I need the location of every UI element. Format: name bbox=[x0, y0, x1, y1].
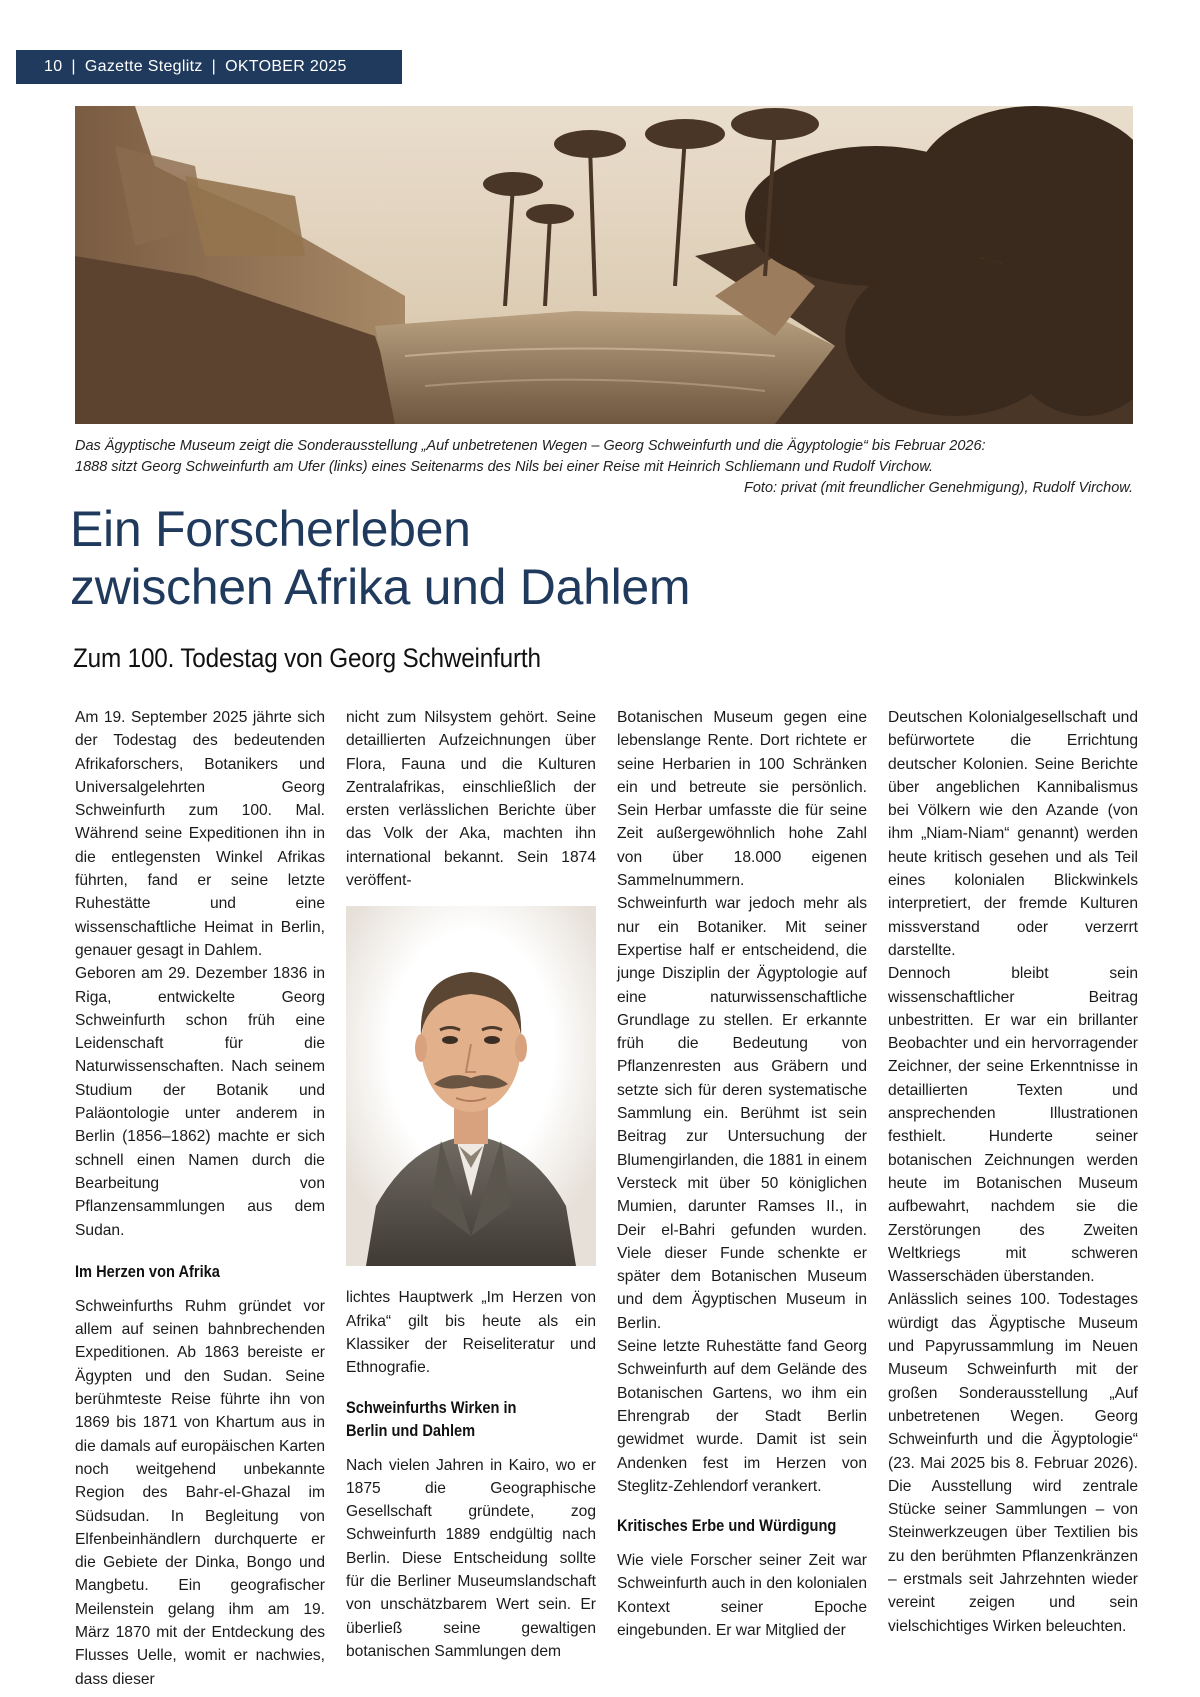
paragraph: Schweinfurth war jedoch mehr als nur ein Botaniker. Mit seiner Expertise half er entscheidend, die junge Disziplin der Ägyptologie auf eine naturwissenschaftliche Grundlage zu stellen. Er erkannte früh die Bedeutung von Pflanzenresten aus Gräbern und setzte sich für deren systematische Sammlung ein. Berühmt ist sein Beitrag zur Untersuchung der Blumengirlanden, die 1881 in einem Versteck mit über 50 königlichen Mumien, darunter Ramses II., in Deir el-Bahri gefunden wurden. Viele dieser Funde schenkte er später dem Botanischen Museum und dem Ägyptischen Museum in Berlin. bbox=[617, 895, 867, 1332]
paragraph: nicht zum Nilsystem gehört. Seine detaillierten Aufzeichnungen über Flora, Fauna und die Kulturen Zentralafrikas, einschließlich der ersten verlässlichen Berichte über das Volk der Aka, machten ihn international bekannt. Sein 1874 veröffent- bbox=[346, 709, 596, 890]
paragraph: Deutschen Kolonialgesellschaft und befürwortete die Errichtung deutscher Kolonien. Seine Berichte über angeblichen Kannibalismus bei Völkern wie den Azande (von ihm „Niam-Niam“ genannt) werden heute kritisch gesehen und als Teil eines kolonialen Blickwinkels interpretiert, der fremde Kulturen missverstand oder verzerrt darstellte. bbox=[888, 709, 1138, 959]
paragraph: Am 19. September 2025 jährte sich der Todestag des bedeutenden Afrikaforschers, Botanikers und Universalgelehrten Georg Schweinfurth zum 100. Mal. Während seine Expeditionen ihn in die entlegensten Winkel Afrikas führten, fand er seine letzte Ruhestätte und eine wissenschaftliche Heimat in Berlin, genauer gesagt in Dahlem. bbox=[75, 709, 325, 959]
section-heading: Kritisches Erbe und Würdigung bbox=[617, 1516, 837, 1536]
paragraph: Seine letzte Ruhestätte fand Georg Schweinfurth auf dem Gelände des Botanischen Gartens, wo ihm ein Ehrengrab der Stadt Berlin gewidmet wurde. Damit ist sein Andenken fest im Herzen von Steglitz-Zehlendorf verankert. bbox=[617, 1338, 867, 1495]
photo-caption bbox=[75, 436, 1133, 499]
page-header: 10 | Gazette Steglitz | OKTOBER 2025 bbox=[16, 50, 402, 84]
publication-name: Gazette Steglitz bbox=[84, 58, 203, 75]
paragraph: Geboren am 29. Dezember 1836 in Riga, entwickelte Georg Schweinfurth schon früh eine Leidenschaft für die Naturwissenschaften. Nach seinem Studium der Botanik und Paläontologie unter anderem in Berlin (1856–1862) machte er sich schnell einen Namen durch die Bearbeitung von Pflanzensammlungen aus dem Sudan. bbox=[75, 965, 325, 1239]
section-heading: Berlin und Dahlem bbox=[346, 1420, 476, 1440]
page-number: 10 bbox=[44, 58, 63, 75]
georg-schweinfurth-portrait bbox=[346, 906, 596, 1266]
article-column-1 bbox=[75, 706, 325, 1691]
article-headline bbox=[70, 500, 1130, 616]
caption-line-1: Das Ägyptische Museum zeigt die Sonderausstellung „Auf unbetretenen Wegen – Georg Schweinfurth und die Ägyptologie“ bis Februar 2026: bbox=[75, 438, 986, 454]
section-heading: Schweinfurths Wirken in bbox=[346, 1397, 517, 1417]
paragraph: lichtes Hauptwerk „Im Herzen von Afrika“ gilt bis heute als ein Klassiker der Reiseliteratur und Ethnografie. bbox=[346, 1289, 596, 1377]
photo-credit: Foto: privat (mit freundlicher Genehmigung), Rudolf Virchow. bbox=[744, 480, 1133, 496]
paragraph: Anlässlich seines 100. Todestages würdigt das Ägyptische Museum und Papyrussammlung im Neuen Museum Schweinfurth mit der großen Sonderausstellung „Auf unbetretenen Wegen. Georg Schweinfurth und die Ägyptologie“ (23. Mai 2025 bis 8. Februar 2026). Die Ausstellung wird zentrale Stücke seiner Sammlungen – von Steinwerkzeugen über Textilien bis zu den berühmten Pflanzenkränzen – erstmals seit Jahrzehnten wieder vereint zeigen und sein vielschichtiges Wirken beleuchten. bbox=[888, 1291, 1138, 1635]
paragraph: Wie viele Forscher seiner Zeit war Schweinfurth auch in den kolonialen Kontext seiner Epoche eingebunden. Er war Mitglied der bbox=[617, 1552, 867, 1639]
article-subheadline: Zum 100. Todestag von Georg Schweinfurth bbox=[73, 643, 541, 673]
caption-line-2: 1888 sitzt Georg Schweinfurth am Ufer (links) eines Seitenarms des Nils bei einer Reise mit Heinrich Schliemann und Rudolf Virchow. bbox=[75, 459, 934, 475]
issue-date: OKTOBER 2025 bbox=[225, 58, 347, 75]
paragraph: Botanischen Museum gegen eine lebenslange Rente. Dort richtete er seine Herbarien in 100 Schränken ein und betreute sie persönlich. Sein Herbar umfasste die für seine Zeit außergewöhnlich hohe Zahl von über 18.000 eigenen Sammelnummern. bbox=[617, 709, 867, 890]
headline-line-1: Ein Forscherleben bbox=[70, 501, 471, 557]
nile-river-landscape-photo bbox=[75, 106, 1133, 424]
section-heading: Im Herzen von Afrika bbox=[75, 1261, 220, 1281]
headline-line-2: zwischen Afrika und Dahlem bbox=[70, 559, 691, 615]
article-column-3 bbox=[617, 706, 867, 1642]
article-column-4 bbox=[888, 706, 1138, 1638]
paragraph: Nach vielen Jahren in Kairo, wo er 1875 die Geographische Gesellschaft gründete, zog Schweinfurth 1889 endgültig nach Berlin. Diese Entscheidung sollte für die Berliner Museumslandschaft von unschätzbarem Wert sein. Er überließ seine gewaltigen botanischen Sammlungen dem bbox=[346, 1456, 596, 1660]
paragraph: Schweinfurths Ruhm gründet vor allem auf seinen bahnbrechenden Expeditionen. Ab 1863 bereiste er Ägypten und den Sudan. Seine berühmteste Reise führte ihn von 1869 bis 1871 von Khartum aus in die damals auf europäischen Karten noch weitgehend unbekannte Region des Bahr-el-Ghazal im Südsudan. In Begleitung von Elfenbeinhändlern durchquerte er die Gebiete der Dinka, Bongo und Mangbetu. Ein geografischer Meilenstein gelang ihm am 19. März 1870 mit der Entdeckung des Flusses Uelle, womit er nachwies, dass dieser bbox=[75, 1297, 325, 1688]
paragraph: Dennoch bleibt sein wissenschaftlicher Beitrag unbestritten. Er war ein brillanter Beobachter und ein hervorragender Zeichner, der seine Erkenntnisse in detaillierten Texten und ansprechenden Illustrationen festhielt. Hunderte seiner botanischen Zeichnungen werden heute im Botanischen Museum aufbewahrt, nachdem sie die Zerstörungen des Zweiten Weltkriegs mit schweren Wasserschäden überstanden. bbox=[888, 965, 1138, 1286]
